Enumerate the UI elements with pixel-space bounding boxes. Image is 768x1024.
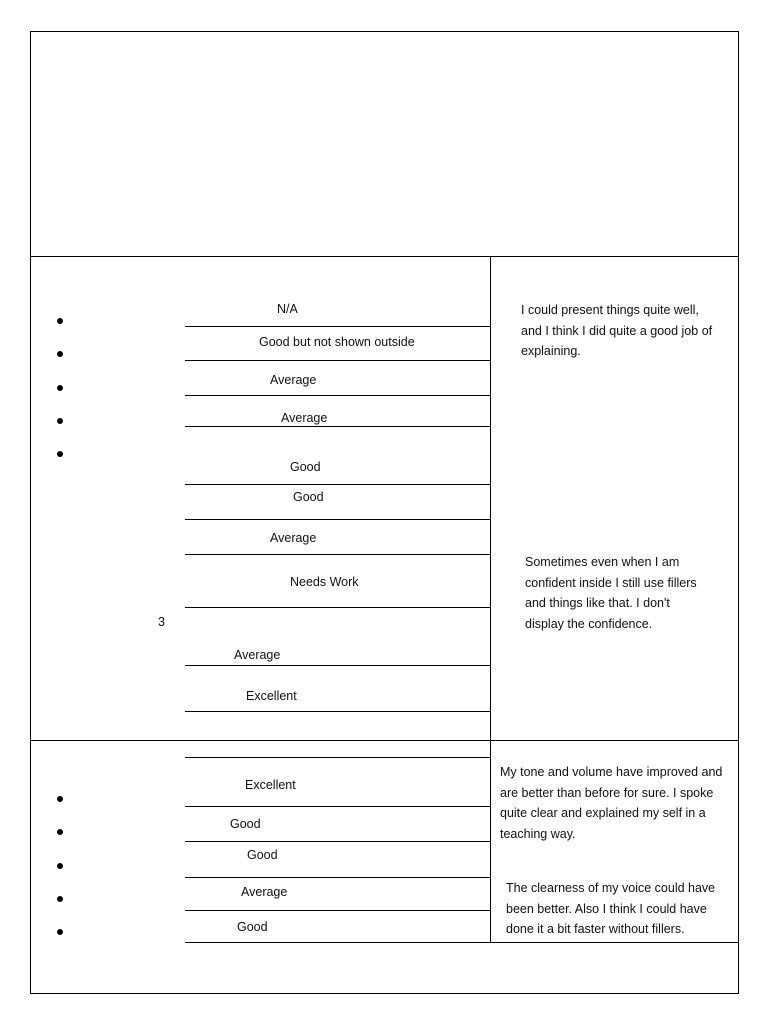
bullet-marker [57,796,63,802]
section-divider-top [30,256,739,257]
bullet-marker [57,351,63,357]
row-line [185,910,490,911]
rating-cell: Good but not shown outside [259,335,415,349]
row-line [185,326,490,327]
rating-cell: Average [241,885,288,899]
row-line [185,757,490,758]
row-line [185,665,490,666]
row-line [185,519,490,520]
row-line [185,942,739,943]
page-frame [30,31,739,994]
rating-cell: Excellent [246,689,297,703]
section-divider-middle [30,740,739,741]
row-line [185,426,490,427]
row-line [185,395,490,396]
rating-cell: Average [270,531,317,545]
row-line [185,711,490,712]
row-line [185,360,490,361]
comment-text: My tone and volume have improved and are better than before for sure. I spoke quite clear and explained my self in a teaching way. [500,765,723,841]
row-number: 3 [158,615,165,629]
comment-text: I could present things quite well, and I think I did quite a good job of explaining. [521,303,713,358]
bullet-marker [57,418,63,424]
bullet-marker [57,896,63,902]
bullet-marker [57,829,63,835]
rating-cell: Excellent [245,778,296,792]
bullet-marker [57,318,63,324]
bullet-marker [57,385,63,391]
bullet-marker [57,451,63,457]
rating-cell: Good [290,460,321,474]
bullet-marker [57,929,63,935]
rating-cell: Good [237,920,268,934]
rating-cell: N/A [277,302,298,316]
row-line [185,841,490,842]
comment-text: Sometimes even when I am confident inside I still use fillers and things like that. I don't display the confidence. [525,555,697,631]
rating-cell: Good [247,848,278,862]
row-line [185,806,490,807]
bullet-marker [57,863,63,869]
row-line [185,877,490,878]
row-line [185,607,490,608]
rating-cell: Average [281,411,328,425]
comment-text: The clearness of my voice could have been better. Also I think I could have done it a bit faster without fillers. [506,881,716,936]
comment-column-divider [490,256,491,943]
rating-cell: Average [234,648,281,662]
rating-cell: Good [230,817,261,831]
row-line [185,554,490,555]
rating-cell: Good [293,490,324,504]
rating-cell: Needs Work [290,575,359,589]
row-line [185,484,490,485]
rating-cell: Average [270,373,317,387]
